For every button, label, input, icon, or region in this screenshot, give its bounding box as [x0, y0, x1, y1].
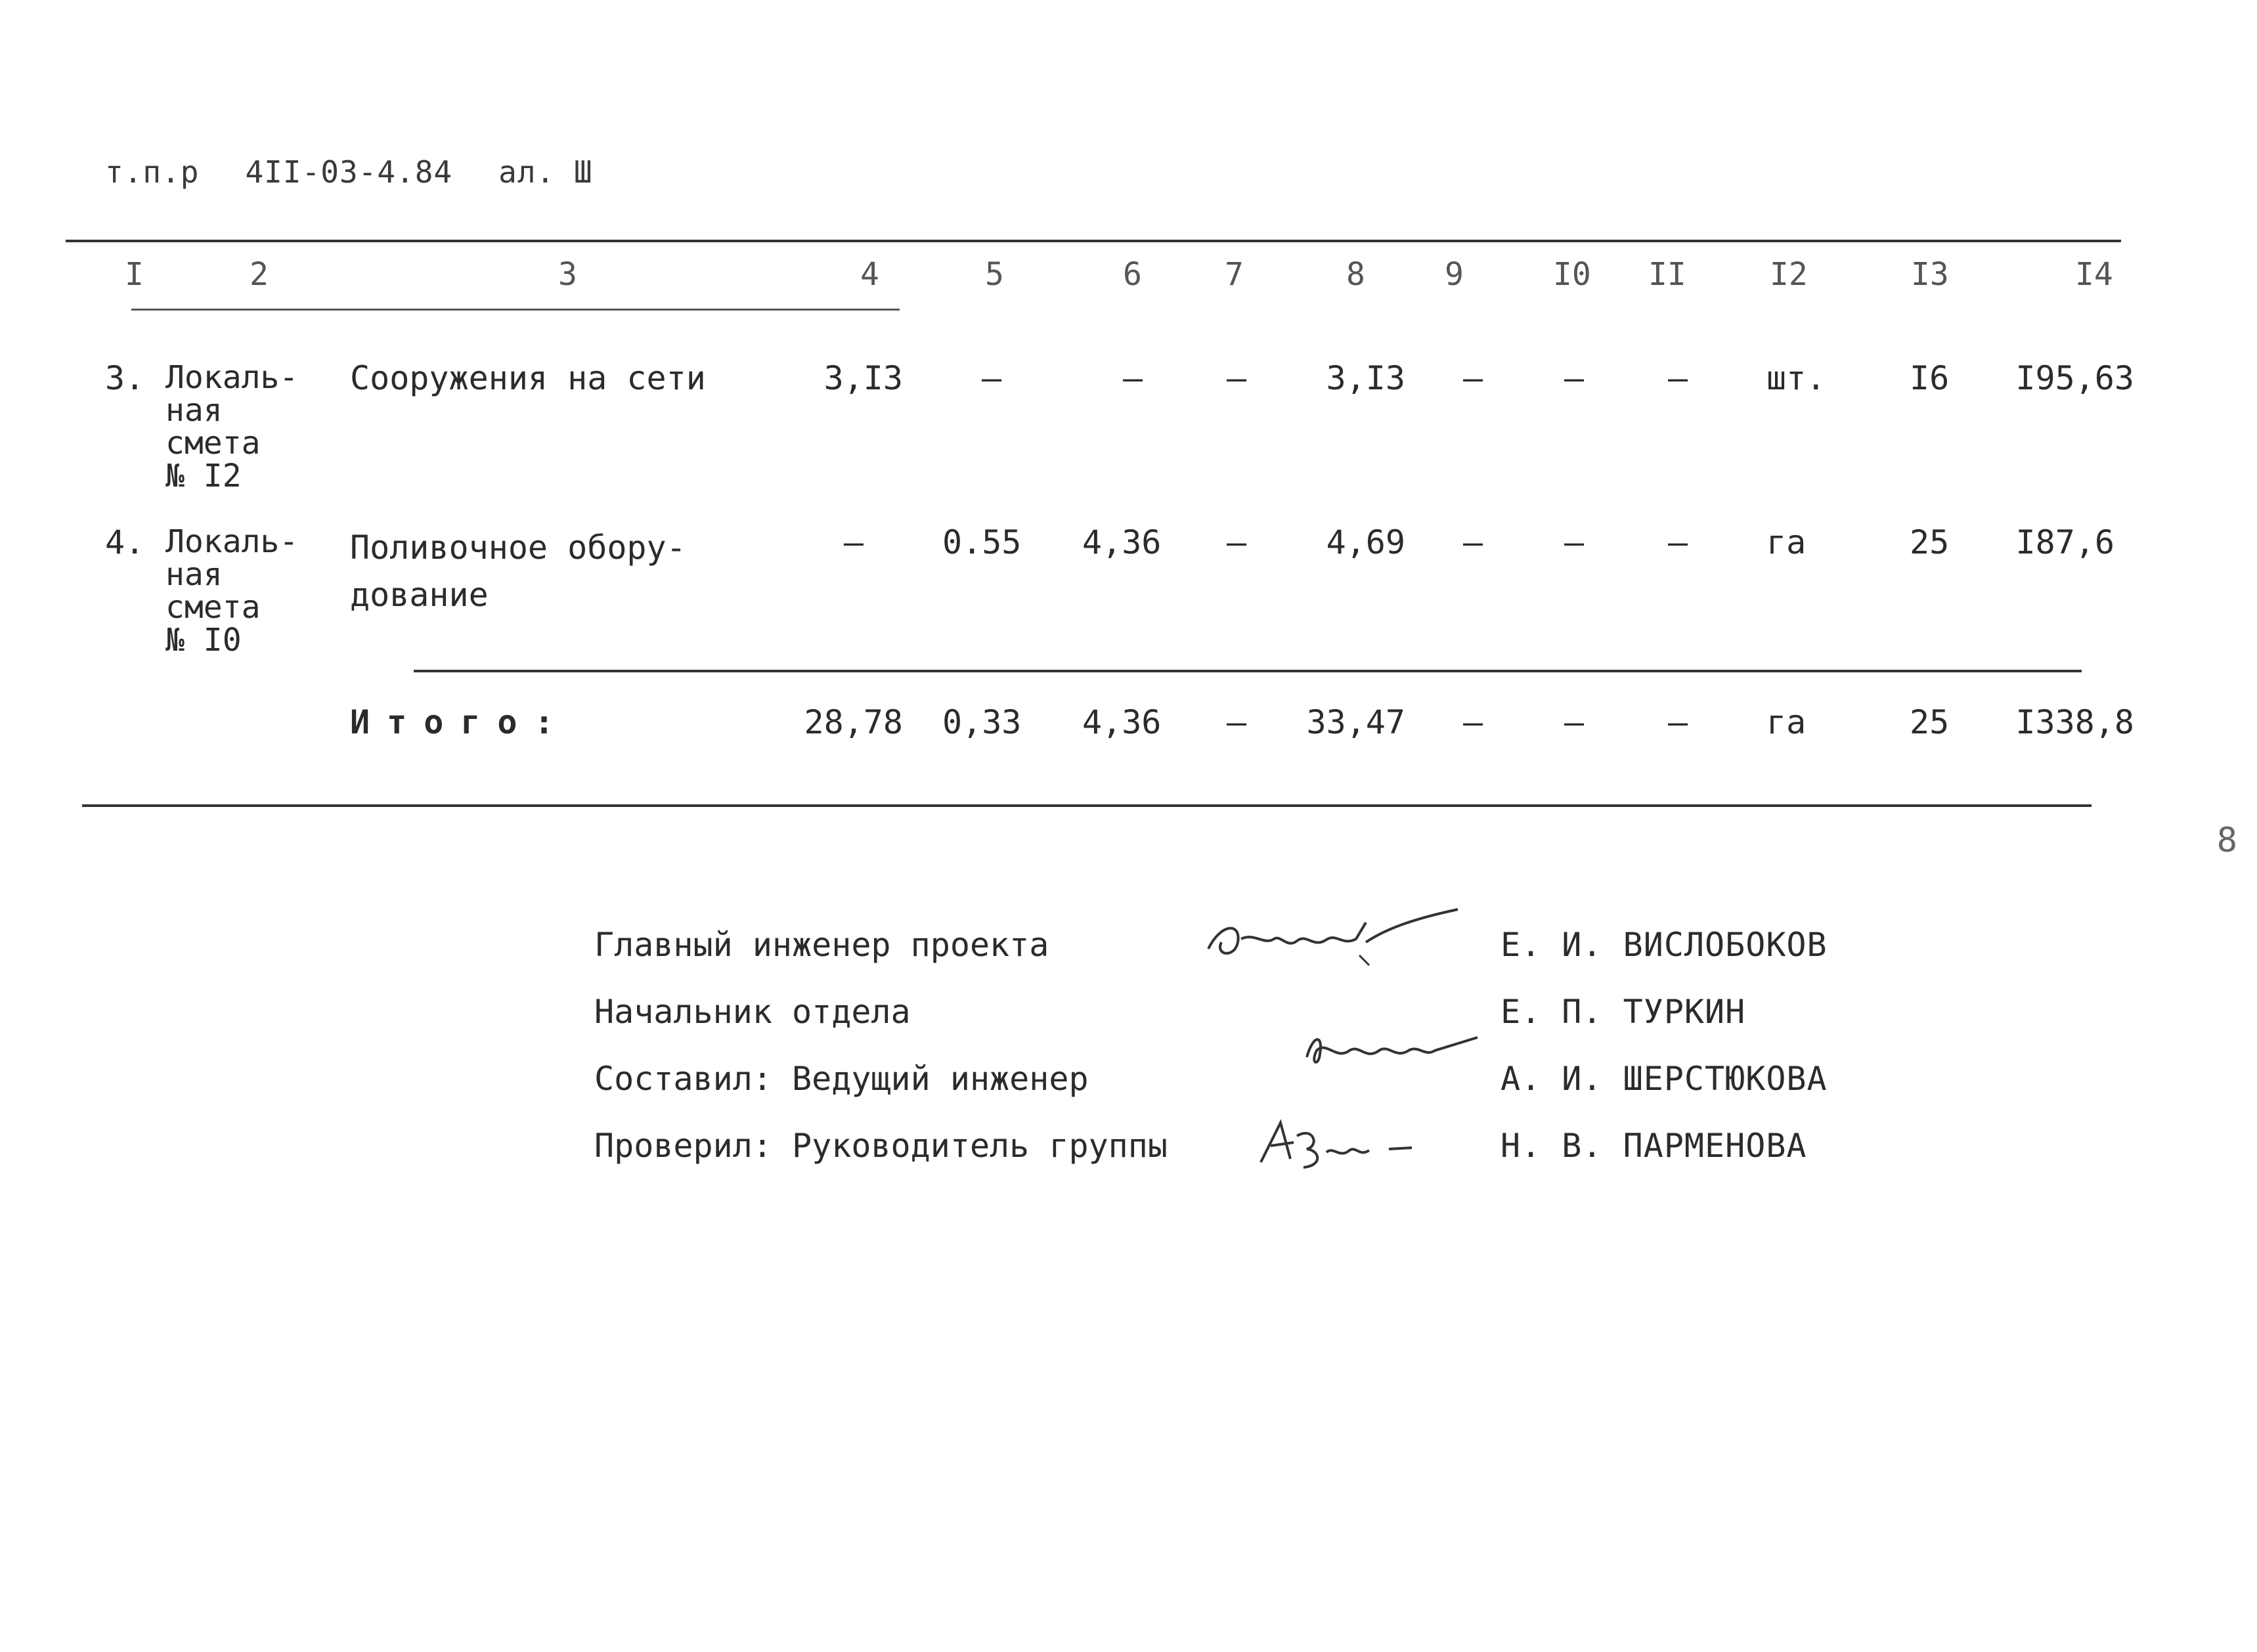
cell-col8: 3,I3: [1326, 359, 1405, 397]
col-header-7: 7: [1225, 256, 1244, 293]
cell-col7: –: [1227, 359, 1247, 397]
col-header-6: 6: [1123, 256, 1142, 293]
row-number: 3.: [105, 359, 145, 397]
col-header-12: I2: [1770, 256, 1808, 293]
total-col9: –: [1463, 703, 1483, 741]
cell-col9: –: [1463, 523, 1483, 561]
cell-col13: I6: [1910, 359, 1950, 397]
total-col4: 28,78: [804, 703, 903, 741]
signature-role: Главный инженер проекта: [594, 926, 1049, 964]
col-header-13: I3: [1911, 256, 1949, 293]
cell-col11: –: [1668, 523, 1688, 561]
cell-col12: га: [1766, 523, 1807, 561]
signatory-name: Е. П. ТУРКИН: [1501, 993, 1746, 1031]
col-header-9: 9: [1445, 256, 1464, 293]
total-col14: I338,8: [2015, 703, 2134, 741]
signature-role: Составил: Ведущий инженер: [594, 1060, 1089, 1098]
handwritten-signature: [1254, 1110, 1418, 1175]
cell-col10: –: [1564, 359, 1585, 397]
row-document: Локаль- ная смета № I0: [165, 523, 299, 659]
signatory-name: Е. И. ВИСЛОБОКОВ: [1501, 926, 1828, 964]
cell-col6: –: [1123, 359, 1143, 397]
total-col5: 0,33: [942, 703, 1022, 741]
col-header-1: I: [125, 256, 144, 293]
cell-col5: –: [982, 359, 1002, 397]
signatory-name: А. И. ШЕРСТЮКОВА: [1501, 1060, 1828, 1098]
cell-col5: 0.55: [942, 523, 1022, 561]
cell-col13: 25: [1910, 523, 1950, 561]
cell-col8: 4,69: [1326, 523, 1405, 561]
cell-col7: –: [1227, 523, 1247, 561]
col-header-8: 8: [1346, 256, 1365, 293]
total-col11: –: [1668, 703, 1688, 741]
total-col7: –: [1227, 703, 1247, 741]
handwritten-signature: [1300, 1021, 1484, 1080]
col-header-4: 4: [860, 256, 879, 293]
top-rule: [66, 240, 2121, 242]
signatory-name: Н. В. ПАРМЕНОВА: [1501, 1127, 1807, 1165]
total-top-rule: [414, 670, 2082, 672]
signature-role: Начальник отдела: [594, 993, 911, 1031]
document-reference: [105, 154, 639, 190]
cell-col14: I95,63: [2015, 359, 2134, 397]
total-col8: 33,47: [1306, 703, 1405, 741]
margin-page-mark: 8: [2216, 821, 2237, 860]
cell-col6: 4,36: [1082, 523, 1162, 561]
project-code: 4II-03-4.84: [245, 154, 453, 190]
cell-col12: шт.: [1766, 359, 1826, 397]
col-header-5: 5: [985, 256, 1004, 293]
cell-col4: 3,I3: [823, 359, 903, 397]
col-header-11: II: [1648, 256, 1686, 293]
row-name: Поливочное обору- дование: [350, 529, 686, 614]
album-number: ал. Ш: [498, 154, 593, 190]
cell-col14: I87,6: [2015, 523, 2115, 561]
total-col13: 25: [1910, 703, 1950, 741]
total-col6: 4,36: [1082, 703, 1162, 741]
cell-col4: –: [843, 523, 864, 561]
col-header-2: 2: [250, 256, 269, 293]
cell-col11: –: [1668, 359, 1688, 397]
col-header-10: I0: [1553, 256, 1591, 293]
row-number: 4.: [105, 523, 145, 561]
header-bottom-rule: [131, 309, 900, 311]
total-col10: –: [1564, 703, 1585, 741]
row-name: Сооружения на сети: [350, 359, 706, 397]
cell-col9: –: [1463, 359, 1483, 397]
bottom-rule: [82, 804, 2092, 807]
signature-role: Проверил: Руководитель группы: [594, 1127, 1168, 1165]
cell-col10: –: [1564, 523, 1585, 561]
total-col12: га: [1766, 703, 1807, 741]
ref-label: т.п.р: [105, 154, 200, 190]
handwritten-signature: [1202, 903, 1464, 975]
total-label: Итого:: [350, 703, 571, 741]
col-header-3: 3: [558, 256, 577, 293]
row-document: Локаль- ная смета № I2: [165, 359, 299, 494]
col-header-14: I4: [2075, 256, 2113, 293]
